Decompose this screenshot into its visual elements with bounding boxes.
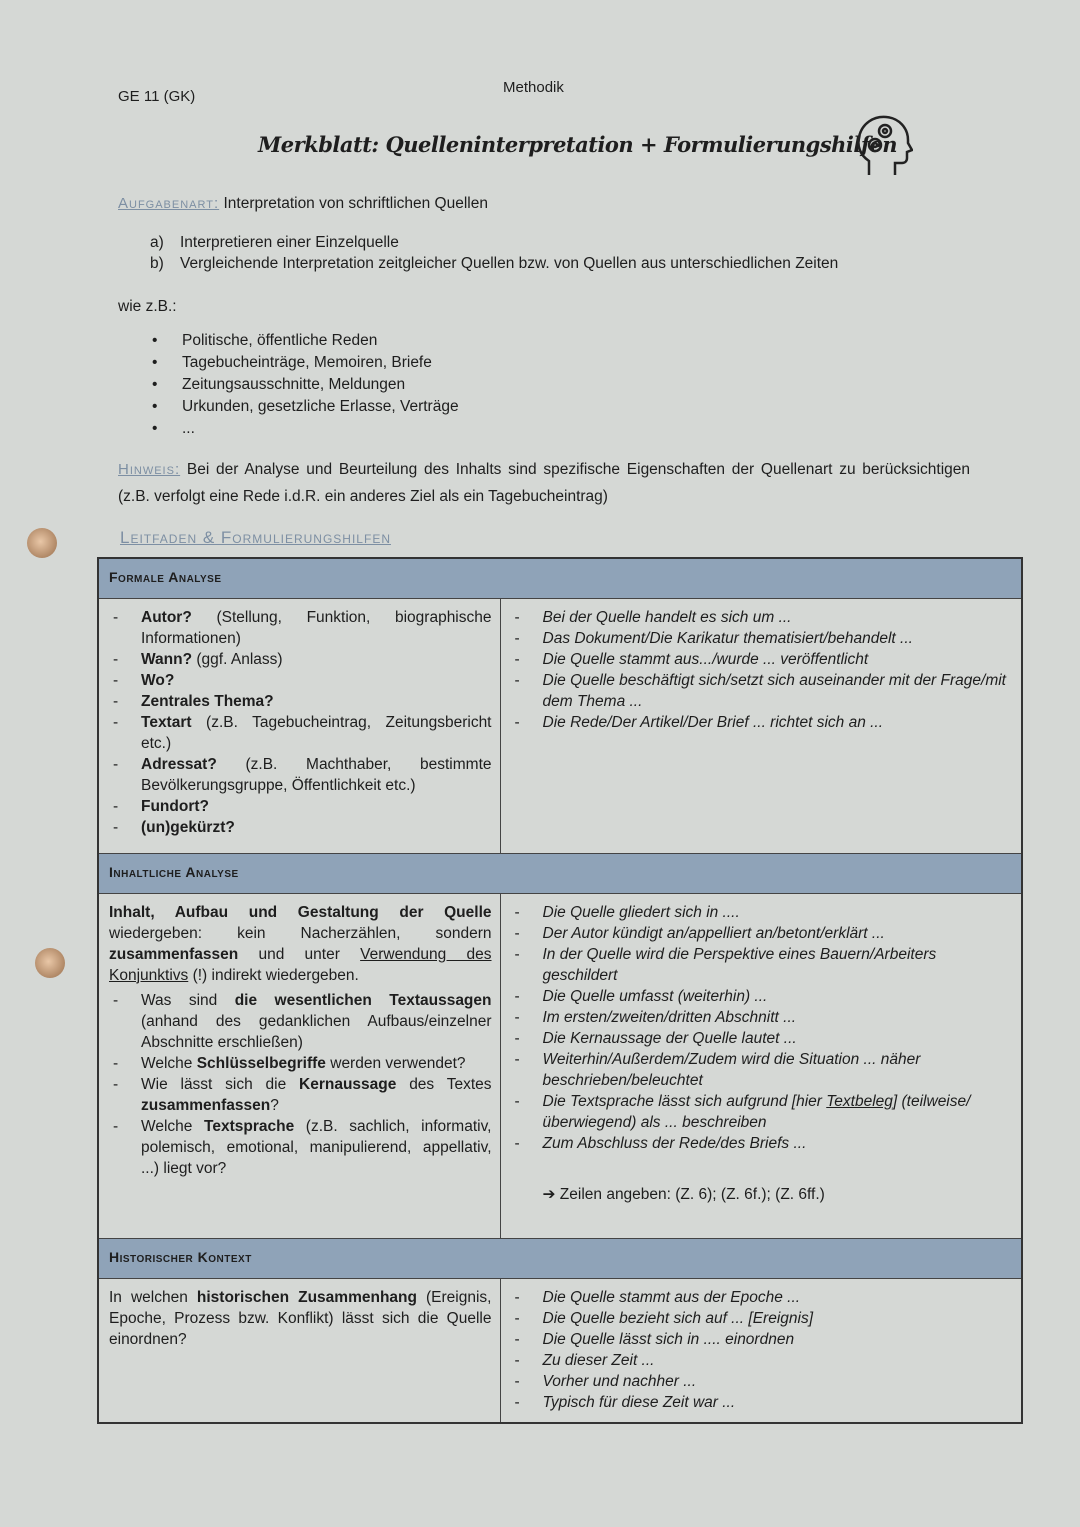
list-item: - Fundort? [109, 796, 492, 817]
list-item: - Wo? [109, 670, 492, 691]
list-item: • Politische, öffentliche Reden [182, 330, 459, 352]
task-list [150, 232, 838, 274]
aufgabenart [118, 195, 488, 213]
list-item: - Typisch für diese Zeit war ... [511, 1392, 1014, 1413]
list-item: - Wie lässt sich die Kernaussage des Textes zusammenfassen? [109, 1074, 492, 1116]
list-item: - Im ersten/zweiten/dritten Abschnitt ... [511, 1007, 1014, 1028]
course-label: GE 11 (GK) [118, 88, 196, 105]
list-item: - Das Dokument/Die Karikatur thematisiert/behandelt ... [511, 628, 1014, 649]
list-item: - Textart (z.B. Tagebucheintrag, Zeitungsbericht etc.) [109, 712, 492, 754]
list-item: - Adressat? (z.B. Machthaber, bestimmte Bevölkerungsgruppe, Öffentlichkeit etc.) [109, 754, 492, 796]
section-header-inhalt: Inhaltliche Analyse [98, 853, 1022, 893]
list-item: - In der Quelle wird die Perspektive eines Bauern/Arbeiters geschildert [511, 944, 1014, 986]
head-gears-icon [855, 113, 913, 182]
list-item: - Zu dieser Zeit ... [511, 1350, 1014, 1371]
list-item: - Die Quelle gliedert sich in .... [511, 902, 1014, 923]
page-title: Merkblatt: Quelleninterpretation + Formulierungshilfen [258, 132, 898, 157]
list-item: - Die Rede/Der Artikel/Der Brief ... richtet sich an ... [511, 712, 1014, 733]
list-item: - Die Kernaussage der Quelle lautet ... [511, 1028, 1014, 1049]
list-item: - Weiterhin/Außerdem/Zudem wird die Situation ... näher beschrieben/beleuchtet [511, 1049, 1014, 1091]
list-item: - Zentrales Thema? [109, 691, 492, 712]
list-item: - Vorher und nachher ... [511, 1371, 1014, 1392]
arrow-right-icon: ➔ [542, 1185, 560, 1203]
list-item: - Der Autor kündigt an/appelliert an/betont/erklärt ... [511, 923, 1014, 944]
list-item: - Wann? (ggf. Anlass) [109, 649, 492, 670]
aufgabenart-text: Interpretation von schriftlichen Quellen [223, 195, 488, 212]
kontext-phrases [500, 1278, 1022, 1423]
task-item: b) Vergleichende Interpretation zeitgleicher Quellen bzw. von Quellen aus unterschiedlichen Zeiten [150, 255, 839, 272]
topic-label: Methodik [503, 79, 564, 96]
list-item: - Die Textsprache lässt sich aufgrund [hier Textbeleg] (teilweise/überwiegend) als ... beschreiben [511, 1091, 1014, 1133]
aufgabenart-label: Aufgabenart: [118, 195, 220, 212]
list-item: - Was sind die wesentlichen Textaussagen (anhand des gedanklichen Aufbaus/einzelner Abschnitte erschließen) [109, 990, 492, 1053]
inhalt-questions [98, 893, 500, 1238]
list-item: - Die Quelle beschäftigt sich/setzt sich auseinander mit der Frage/mit dem Thema ... [511, 670, 1014, 712]
kontext-question: In welchen historischen Zusammenhang (Ereignis, Epoche, Prozess bzw. Konflikt) lässt sich die Quelle einordnen? [98, 1278, 500, 1423]
section-header-kontext: Historischer Kontext [98, 1238, 1022, 1278]
list-item: • ... [182, 418, 459, 440]
punch-hole [35, 948, 65, 978]
punch-hole [27, 528, 57, 558]
list-item: - Die Quelle lässt sich in .... einordnen [511, 1329, 1014, 1350]
list-item: - Welche Textsprache (z.B. sachlich, informativ, polemisch, emotional, manipulierend, appellativ, ...) liegt vor? [109, 1116, 492, 1179]
line-reference-note: ➔ Zeilen angeben: (Z. 6); (Z. 6f.); (Z. 6ff.) [542, 1185, 825, 1203]
inhalt-phrases [500, 893, 1022, 1238]
list-item: - Die Quelle umfasst (weiterhin) ... [511, 986, 1014, 1007]
list-item: - Die Quelle stammt aus.../wurde ... veröffentlicht [511, 649, 1014, 670]
list-item: - Welche Schlüsselbegriffe werden verwendet? [109, 1053, 492, 1074]
list-item: • Zeitungsausschnitte, Meldungen [182, 374, 459, 396]
list-item: • Urkunden, gesetzliche Erlasse, Verträge [182, 396, 459, 418]
list-item: • Tagebucheinträge, Memoiren, Briefe [182, 352, 459, 374]
examples-intro: wie z.B.: [118, 298, 177, 315]
section-header-formal: Formale Analyse [98, 558, 1022, 598]
list-item: - Zum Abschluss der Rede/des Briefs ... [511, 1133, 1014, 1154]
leitfaden-heading: Leitfaden & Formulierungshilfen [120, 528, 391, 547]
examples-list [182, 330, 459, 440]
list-item: - (un)gekürzt? [109, 817, 492, 838]
hinweis: Hinweis: Bei der Analyse und Beurteilung des Inhalts sind spezifische Eigenschaften der Quellenart zu berücksichtigen (z.B. verfolgt eine Rede i.d.R. ein anderes Ziel als ein Tagebucheintrag) [118, 461, 971, 505]
list-item: - Bei der Quelle handelt es sich um ... [511, 607, 1014, 628]
formal-questions [98, 598, 500, 853]
list-item: - Die Quelle bezieht sich auf ... [Ereignis] [511, 1308, 1014, 1329]
inhalt-intro: Inhalt, Aufbau und Gestaltung der Quelle wiedergeben: kein Nacherzählen, sondern zusammenfassen und unter Verwendung des Konjunktivs (!) indirekt wiedergeben. [109, 903, 492, 984]
list-item: - Die Quelle stammt aus der Epoche ... [511, 1287, 1014, 1308]
formal-phrases [500, 598, 1022, 853]
list-item: - Autor? (Stellung, Funktion, biographische Informationen) [109, 607, 492, 649]
task-item: a) Interpretieren einer Einzelquelle [150, 234, 399, 251]
guide-table [97, 557, 1023, 1424]
